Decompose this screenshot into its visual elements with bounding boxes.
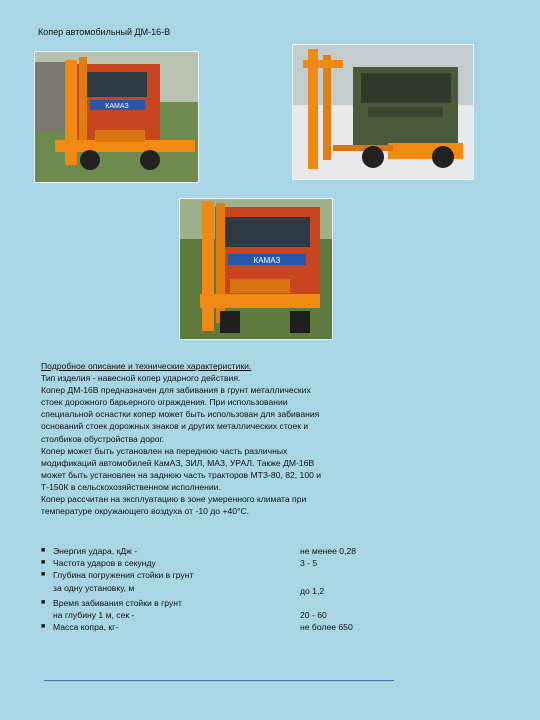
- spec-value: 3 - 5: [300, 558, 318, 569]
- photo-green-kamaz-pile-driver: [292, 44, 474, 180]
- spec-label: за одну установку, м: [53, 582, 135, 593]
- description-heading: Подробное описание и технические характеристики.: [41, 361, 252, 371]
- bullet-icon: ■: [41, 571, 46, 579]
- brand-text: КАМАЗ: [253, 256, 281, 265]
- description-line: стоек дорожного барьерного ограждения. При использовании: [41, 397, 288, 408]
- brand-text: КАМАЗ: [105, 103, 129, 110]
- spec-item: [41, 569, 381, 581]
- description-line: модификаций автомобилей КамАЗ, ЗИЛ, МАЗ, УРАЛ. Также ДМ-16В: [41, 457, 315, 468]
- photo-orange-kamaz-pile-driver: [34, 51, 199, 183]
- bullet-icon: ■: [41, 547, 46, 554]
- spec-label: Частота ударов в секунду: [53, 558, 156, 569]
- description-line: температуре окружающего воздуха от -10 до +40°С.: [41, 506, 250, 517]
- spec-value: не более 650: [300, 622, 353, 633]
- bullet-icon: ■: [41, 623, 46, 631]
- spec-label: на глубину 1 м, сек -: [53, 609, 135, 620]
- spec-item: [41, 597, 381, 609]
- description-line: Копер рассчитан на эксплуатацию в зоне умеренного климата при: [41, 494, 307, 505]
- description-line: оснований стоек дорожных знаков и других металлических стоек и: [41, 421, 309, 432]
- spec-label: Масса копра, кг-: [53, 622, 119, 633]
- spec-item: [41, 621, 381, 633]
- bullet-icon: ■: [41, 598, 46, 606]
- spec-label: Энергия удара, кДж -: [53, 546, 138, 556]
- description-line: Т-150К в сельскохозяйственном исполнении.: [41, 481, 221, 492]
- bullet-icon: ■: [41, 559, 46, 567]
- spec-value: не менее 0,28: [300, 546, 357, 556]
- spec-label: Глубина погружения стойки в грунт: [53, 570, 194, 581]
- spec-item: [41, 582, 381, 594]
- page-title: Копер автомобильный ДМ-16-В: [38, 27, 171, 37]
- spec-item: [41, 609, 381, 621]
- description: [41, 360, 381, 517]
- spec-value: до 1,2: [300, 585, 325, 596]
- spec-value: 20 - 60: [300, 609, 327, 620]
- description-line: Копер может быть установлен на переднюю часть различных: [41, 445, 288, 456]
- description-line: столбиков обустройства дорог.: [41, 433, 165, 444]
- description-line: специальной оснастки копер может быть использован для забивания: [41, 409, 320, 420]
- spec-item: [41, 557, 381, 569]
- bottom-divider: [44, 680, 394, 681]
- spec-item: [41, 545, 381, 557]
- specs-list: [41, 545, 381, 633]
- description-line: может быть установлен на заднюю часть тракторов МТЗ-80, 82, 100 и: [41, 469, 322, 480]
- spec-label: Время забивания стойки в грунт: [53, 597, 182, 608]
- description-line: Тип изделия - навесной копер ударного действия.: [41, 373, 241, 384]
- description-line: Копер ДМ-16В предназначен для забивания в грунт металлических: [41, 385, 311, 396]
- photo-front-kamaz-pile-driver: [179, 198, 333, 340]
